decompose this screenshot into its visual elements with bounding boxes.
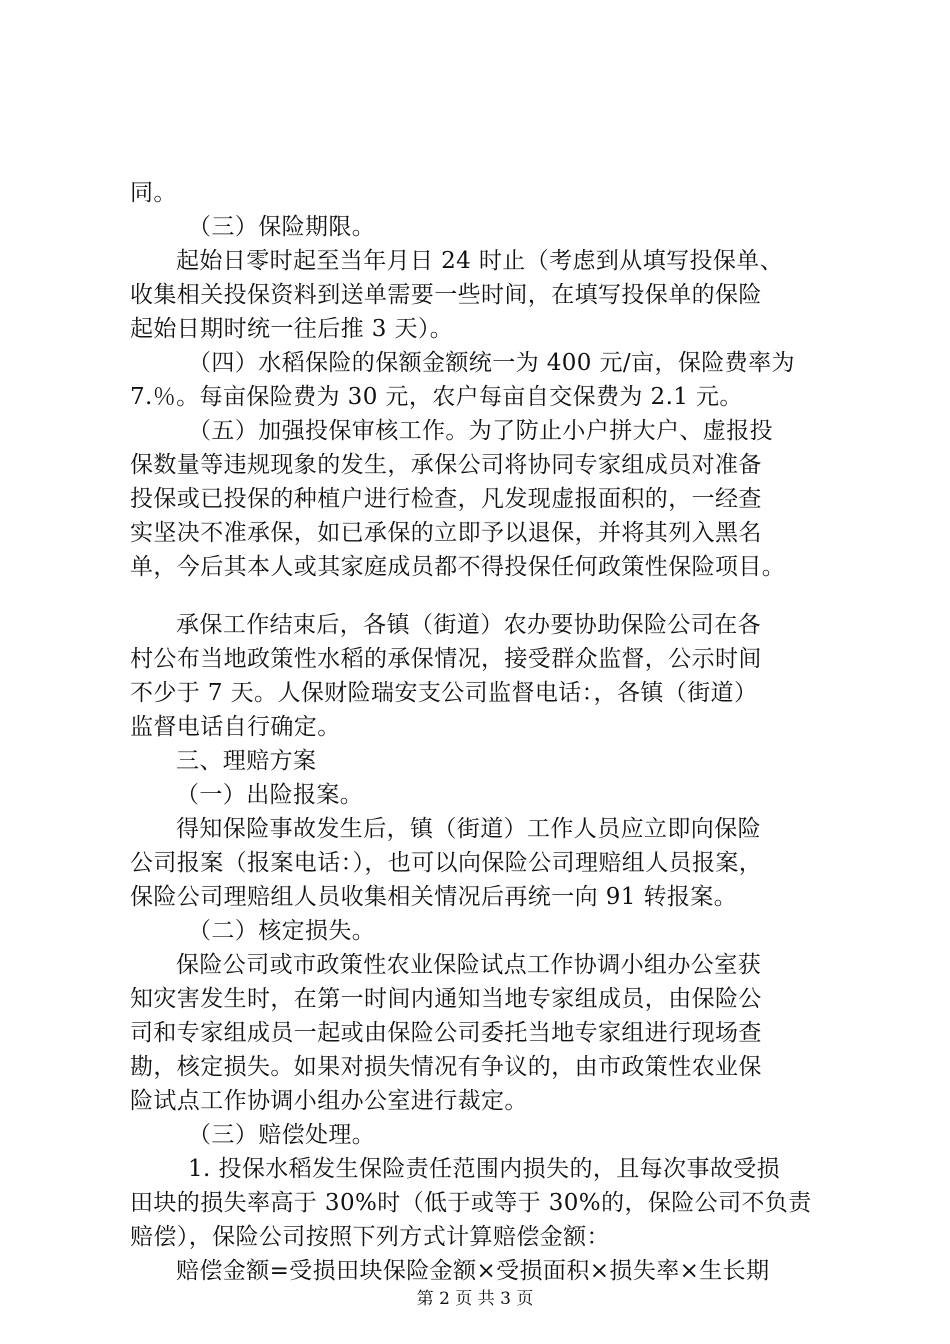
subsection-heading-assess-loss: （二）核定损失。 bbox=[188, 918, 376, 944]
text-line: 保险公司理赔组人员收集相关情况后再统一向 91 转报案。 bbox=[130, 884, 738, 910]
section-heading-insurance-period: （三）保险期限。 bbox=[188, 214, 376, 240]
text-line: 司和专家组成员一起或由保险公司委托当地专家组进行现场查 bbox=[130, 1020, 762, 1046]
text-line: 赔偿），保险公司按照下列方式计算赔偿金额： bbox=[130, 1224, 610, 1250]
text-line: 承保工作结束后，各镇（街道）农办要协助保险公司在各 bbox=[176, 612, 761, 638]
text-line: 监督电话自行确定。 bbox=[130, 714, 341, 740]
text-line: 公司报案（报案电话：），也可以向保险公司理赔组人员报案， bbox=[130, 850, 763, 876]
text-line: 田块的损失率高于 30%时（低于或等于 30%的，保险公司不负责 bbox=[130, 1190, 812, 1216]
text-line: 起始日期时统一往后推 3 天）。 bbox=[130, 316, 454, 342]
page-number-footer: 第 2 页 共 3 页 bbox=[416, 1289, 534, 1309]
text-line: （四）水稻保险的保额金额统一为 400 元/亩，保险费率为 bbox=[188, 350, 795, 376]
text-line: 单，今后其本人或其家庭成员都不得投保任何政策性保险项目。 bbox=[130, 554, 786, 580]
text-line: 投保或已投保的种植户进行检查，凡发现虚报面积的，一经查 bbox=[130, 486, 762, 512]
text-line: 1. 投保水稻发生保险责任范围内损失的，且每次事故受损 bbox=[188, 1156, 781, 1182]
text-line: 得知保险事故发生后，镇（街道）工作人员应立即向保险 bbox=[176, 816, 761, 842]
text-line: 同。 bbox=[130, 180, 177, 206]
text-line: 收集相关投保资料到送单需要一些时间，在填写投保单的保险 bbox=[130, 282, 762, 308]
text-line: 村公布当地政策性水稻的承保情况，接受群众监督，公示时间 bbox=[130, 646, 762, 672]
text-line: 赔偿金额=受损田块保险金额×受损面积×损失率×生长期 bbox=[176, 1258, 770, 1284]
text-line: 保险公司或市政策性农业保险试点工作协调小组办公室获 bbox=[176, 952, 761, 978]
text-line: （五）加强投保审核工作。为了防止小户拼大户、虚报投 bbox=[188, 418, 773, 444]
section-heading-claims: 三、理赔方案 bbox=[176, 748, 317, 774]
text-line: 实坚决不准承保，如已承保的立即予以退保，并将其列入黑名 bbox=[130, 520, 762, 546]
document-body bbox=[130, 176, 836, 1288]
text-line: 起始日零时起至当年月日 24 时止（考虑到从填写投保单、 bbox=[176, 248, 784, 274]
text-line: 7.％。每亩保险费为 30 元，农户每亩自交保费为 2.1 元。 bbox=[130, 384, 743, 410]
text-line: 保数量等违规现象的发生，承保公司将协同专家组成员对准备 bbox=[130, 452, 762, 478]
subsection-heading-compensation: （三）赔偿处理。 bbox=[188, 1122, 376, 1148]
text-line: 勘，核定损失。如果对损失情况有争议的，由市政策性农业保 bbox=[130, 1054, 762, 1080]
paragraph-gap bbox=[130, 584, 836, 608]
subsection-heading-report: （一）出险报案。 bbox=[176, 782, 364, 808]
text-line: 不少于 7 天。人保财险瑞安支公司监督电话：，各镇（街道） bbox=[130, 680, 758, 706]
text-line: 知灾害发生时，在第一时间内通知当地专家组成员，由保险公 bbox=[130, 986, 762, 1012]
text-line: 险试点工作协调小组办公室进行裁定。 bbox=[130, 1088, 528, 1114]
